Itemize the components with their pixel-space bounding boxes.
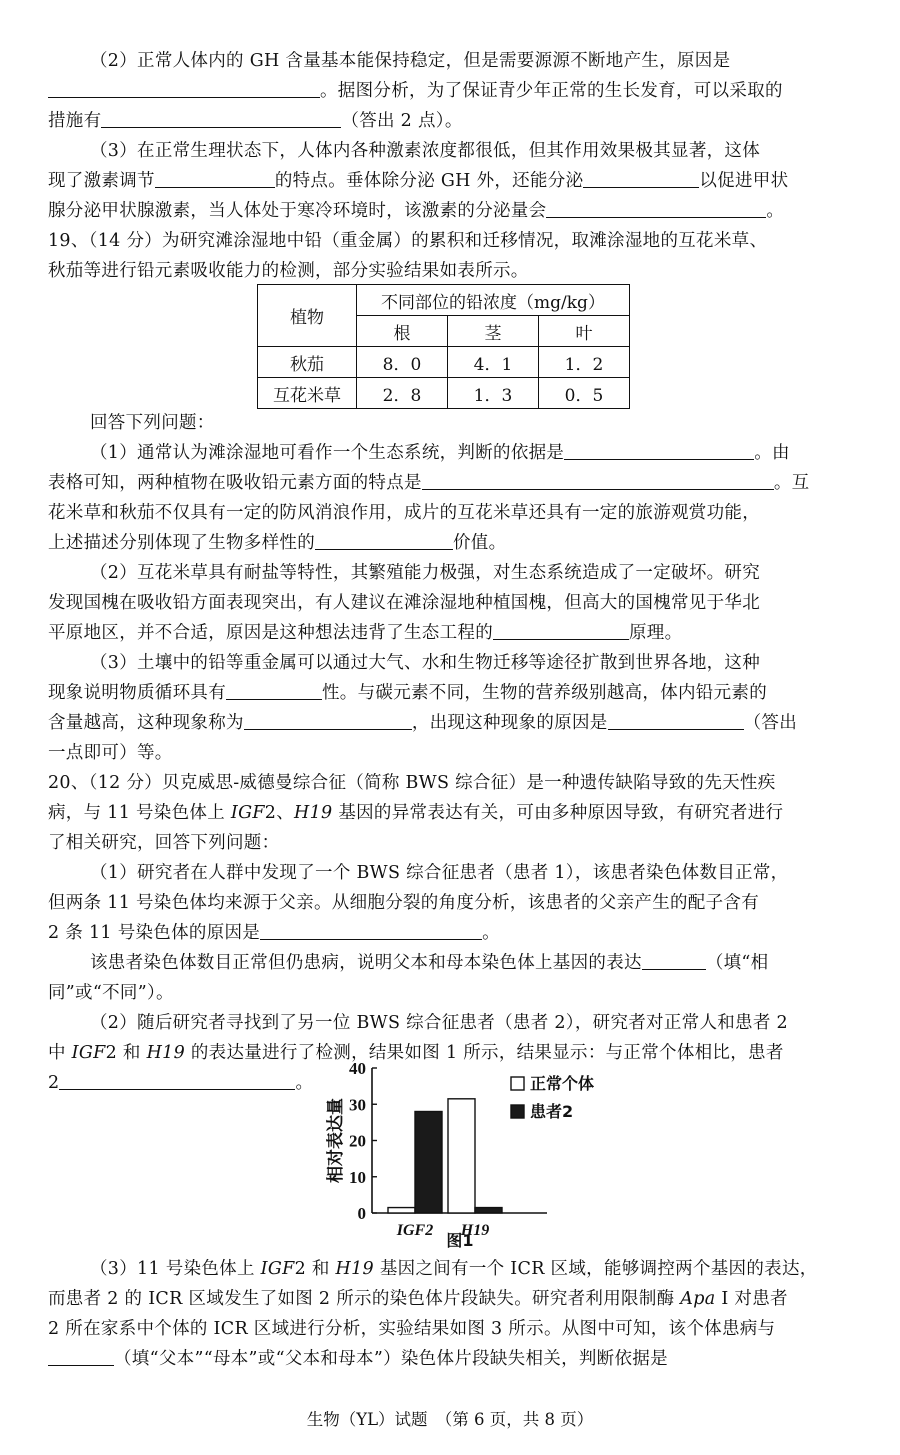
table-header-part: 茎 <box>448 316 539 347</box>
bar-normal <box>448 1099 475 1213</box>
table-header-group: 不同部位的铅浓度（mg/kg） <box>357 285 630 316</box>
q20-part2-line1: （2）随后研究者寻找到了另一位 BWS 综合征患者（患者 2），研究者对正常人和患者 2 <box>90 1013 788 1033</box>
figure-caption: 图1 <box>446 1231 474 1248</box>
q20-part2-line3: 2 。 <box>48 1068 348 1098</box>
y-tick-label: 10 <box>349 1167 366 1187</box>
y-tick-label: 20 <box>349 1131 366 1151</box>
y-tick-label: 40 <box>349 1059 366 1078</box>
q19-intro-line1: 19、（14 分）为研究滩涂湿地中铅（重金属）的累积和迁移情况，取滩涂湿地的互花米草、 <box>48 231 768 251</box>
q19-part1-line2: 表格可知，两种植物在吸收铅元素方面的特点是 。互 <box>48 468 848 498</box>
q20-part3-line2: 而患者 2 的 ICR 区域发生了如图 2 所示的染色体片段缺失。研究者利用限制酶 Apa I 对患者 <box>48 1289 788 1309</box>
answer-blank[interactable] <box>226 679 322 700</box>
q19-part1-line3: 花米草和秋茄不仅具有一定的防风消浪作用，成片的互花米草还具有一定的旅游观赏功能， <box>48 503 760 523</box>
q20-part2-line2: 中 IGF2 和 H19 的表达量进行了检测，结果如图 1 所示，结果显示：与正常个体相比，患者 <box>48 1043 784 1063</box>
answer-blank[interactable] <box>608 709 744 730</box>
q20-intro-line1: 20、（12 分）贝克威思-威德曼综合征（简称 BWS 综合征）是一种遗传缺陷导致的先天性疾 <box>48 773 776 793</box>
answer-blank[interactable] <box>101 107 341 128</box>
q20-part3-line4: （填“父本”“母本”或“父本和母本”）染色体片段缺失相关，判断依据是 <box>48 1344 848 1374</box>
answer-blank[interactable] <box>422 469 774 490</box>
answer-blank[interactable] <box>48 77 320 98</box>
table-header-part: 根 <box>357 316 448 347</box>
answer-blank[interactable] <box>260 919 482 940</box>
q19-part2-line2: 发现国槐在吸收铅方面表现突出，有人建议在滩涂湿地种植国槐，但高大的国槐常见于华北 <box>48 593 760 613</box>
answer-blank[interactable] <box>493 619 629 640</box>
q20-intro-line3: 了相关研究，回答下列问题： <box>48 833 280 853</box>
q18-part2-line2: 。据图分析，为了保证青少年正常的生长发育，可以采取的 <box>48 76 848 106</box>
bar-patient2 <box>415 1112 442 1214</box>
table-cell: 1．2 <box>539 347 630 378</box>
table-cell-plant: 秋茄 <box>258 347 357 378</box>
q19-part2-line3: 平原地区，并不合适，原因是这种想法违背了生态工程的 原理。 <box>48 618 848 648</box>
table-cell: 2．8 <box>357 378 448 409</box>
q18-part3-line3: 腺分泌甲状腺激素，当人体处于寒冷环境时，该激素的分泌量会 。 <box>48 196 848 226</box>
answer-blank[interactable] <box>642 949 706 970</box>
table-row <box>258 347 630 378</box>
legend-swatch <box>511 1105 524 1118</box>
y-tick-label: 30 <box>349 1095 366 1115</box>
table-header-plant: 植物 <box>258 285 357 347</box>
q20-part1-line1: （1）研究者在人群中发现了一个 BWS 综合征患者（患者 1），该患者染色体数目正常， <box>90 863 789 883</box>
q18-part3-line1: （3）在正常生理状态下，人体内各种激素浓度都很低，但其作用效果极其显著，这体 <box>90 141 761 161</box>
answer-blank[interactable] <box>564 439 754 460</box>
table-cell: 4．1 <box>448 347 539 378</box>
q20-part1-line4: 该患者染色体数目正常但仍患病，说明父本和母本染色体上基因的表达 （填“相 <box>90 948 850 978</box>
legend-label: 患者2 <box>530 1102 574 1121</box>
answer-blank[interactable] <box>315 529 453 550</box>
q19-part1-line4: 上述描述分别体现了生物多样性的 价值。 <box>48 528 848 558</box>
q20-part3-line1: （3）11 号染色体上 IGF2 和 H19 基因之间有一个 ICR 区域，能够调控两个基因的表达， <box>90 1259 818 1279</box>
q20-intro-line2: 病，与 11 号染色体上 IGF2、H19 基因的异常表达有关，可由多种原因导致，有研究者进行 <box>48 803 784 823</box>
q20-part1-line5: 同”或“不同”）。 <box>48 983 174 1003</box>
answer-blank[interactable] <box>546 197 766 218</box>
q18-part3-line2: 现了激素调节 的特点。垂体除分泌 GH 外，还能分泌 以促进甲状 <box>48 166 848 196</box>
legend-label: 正常个体 <box>530 1074 595 1093</box>
answer-blank[interactable] <box>48 1345 114 1366</box>
bar-patient2 <box>475 1208 502 1213</box>
q20-part1-line2: 但两条 11 号染色体均来源于父亲。从细胞分裂的角度分析，该患者的父亲产生的配子含有 <box>48 893 759 913</box>
table-cell: 1．3 <box>448 378 539 409</box>
y-axis-label: 相对表达量 <box>326 1098 346 1183</box>
figure1-bar-chart <box>315 1058 625 1248</box>
answer-blank[interactable] <box>155 167 275 188</box>
legend-swatch <box>511 1077 524 1090</box>
table-cell: 0．5 <box>539 378 630 409</box>
table-row <box>258 378 630 409</box>
answer-blank[interactable] <box>244 709 412 730</box>
answer-blank[interactable] <box>59 1069 295 1090</box>
y-tick-label: 0 <box>357 1204 366 1223</box>
answer-blank[interactable] <box>583 167 699 188</box>
table-header-part: 叶 <box>539 316 630 347</box>
q19-part2-line1: （2）互花米草具有耐盐等特性，其繁殖能力极强，对生态系统造成了一定破坏。研究 <box>90 563 761 583</box>
q19-part1-line1: （1）通常认为滩涂湿地可看作一个生态系统，判断的依据是 。由 <box>90 438 850 468</box>
table-cell-plant: 互花米草 <box>258 378 357 409</box>
lead-concentration-table <box>257 284 630 409</box>
table-cell: 8．0 <box>357 347 448 378</box>
q19-part3-line3: 含量越高，这种现象称为 ，出现这种现象的原因是 （答出 <box>48 708 848 738</box>
q19-intro-line2: 秋茄等进行铅元素吸收能力的检测，部分实验结果如表所示。 <box>48 261 529 281</box>
q19-answer-prompt: 回答下列问题： <box>90 413 215 433</box>
x-tick-label: IGF2 <box>396 1222 434 1239</box>
q19-part3-line2: 现象说明物质循环具有 性。与碳元素不同，生物的营养级别越高，体内铅元素的 <box>48 678 848 708</box>
bar-normal <box>388 1208 415 1213</box>
page-footer: 生物（YL）试题 （第 6 页，共 8 页） <box>306 1410 594 1429</box>
q19-part3-line1: （3）土壤中的铅等重金属可以通过大气、水和生物迁移等途径扩散到世界各地，这种 <box>90 653 761 673</box>
q19-part3-line4: 一点即可）等。 <box>48 743 173 763</box>
q20-part1-line3: 2 条 11 号染色体的原因是 。 <box>48 918 848 948</box>
x-tick-label: H19 <box>460 1222 490 1239</box>
q18-part2-line3: 措施有 （答出 2 点）。 <box>48 106 848 136</box>
q18-part2-line1: （2）正常人体内的 GH 含量基本能保持稳定，但是需要源源不断地产生，原因是 <box>90 51 731 71</box>
q20-part3-line3: 2 所在家系中个体的 ICR 区域进行分析，实验结果如图 3 所示。从图中可知，该个体患病与 <box>48 1319 776 1339</box>
